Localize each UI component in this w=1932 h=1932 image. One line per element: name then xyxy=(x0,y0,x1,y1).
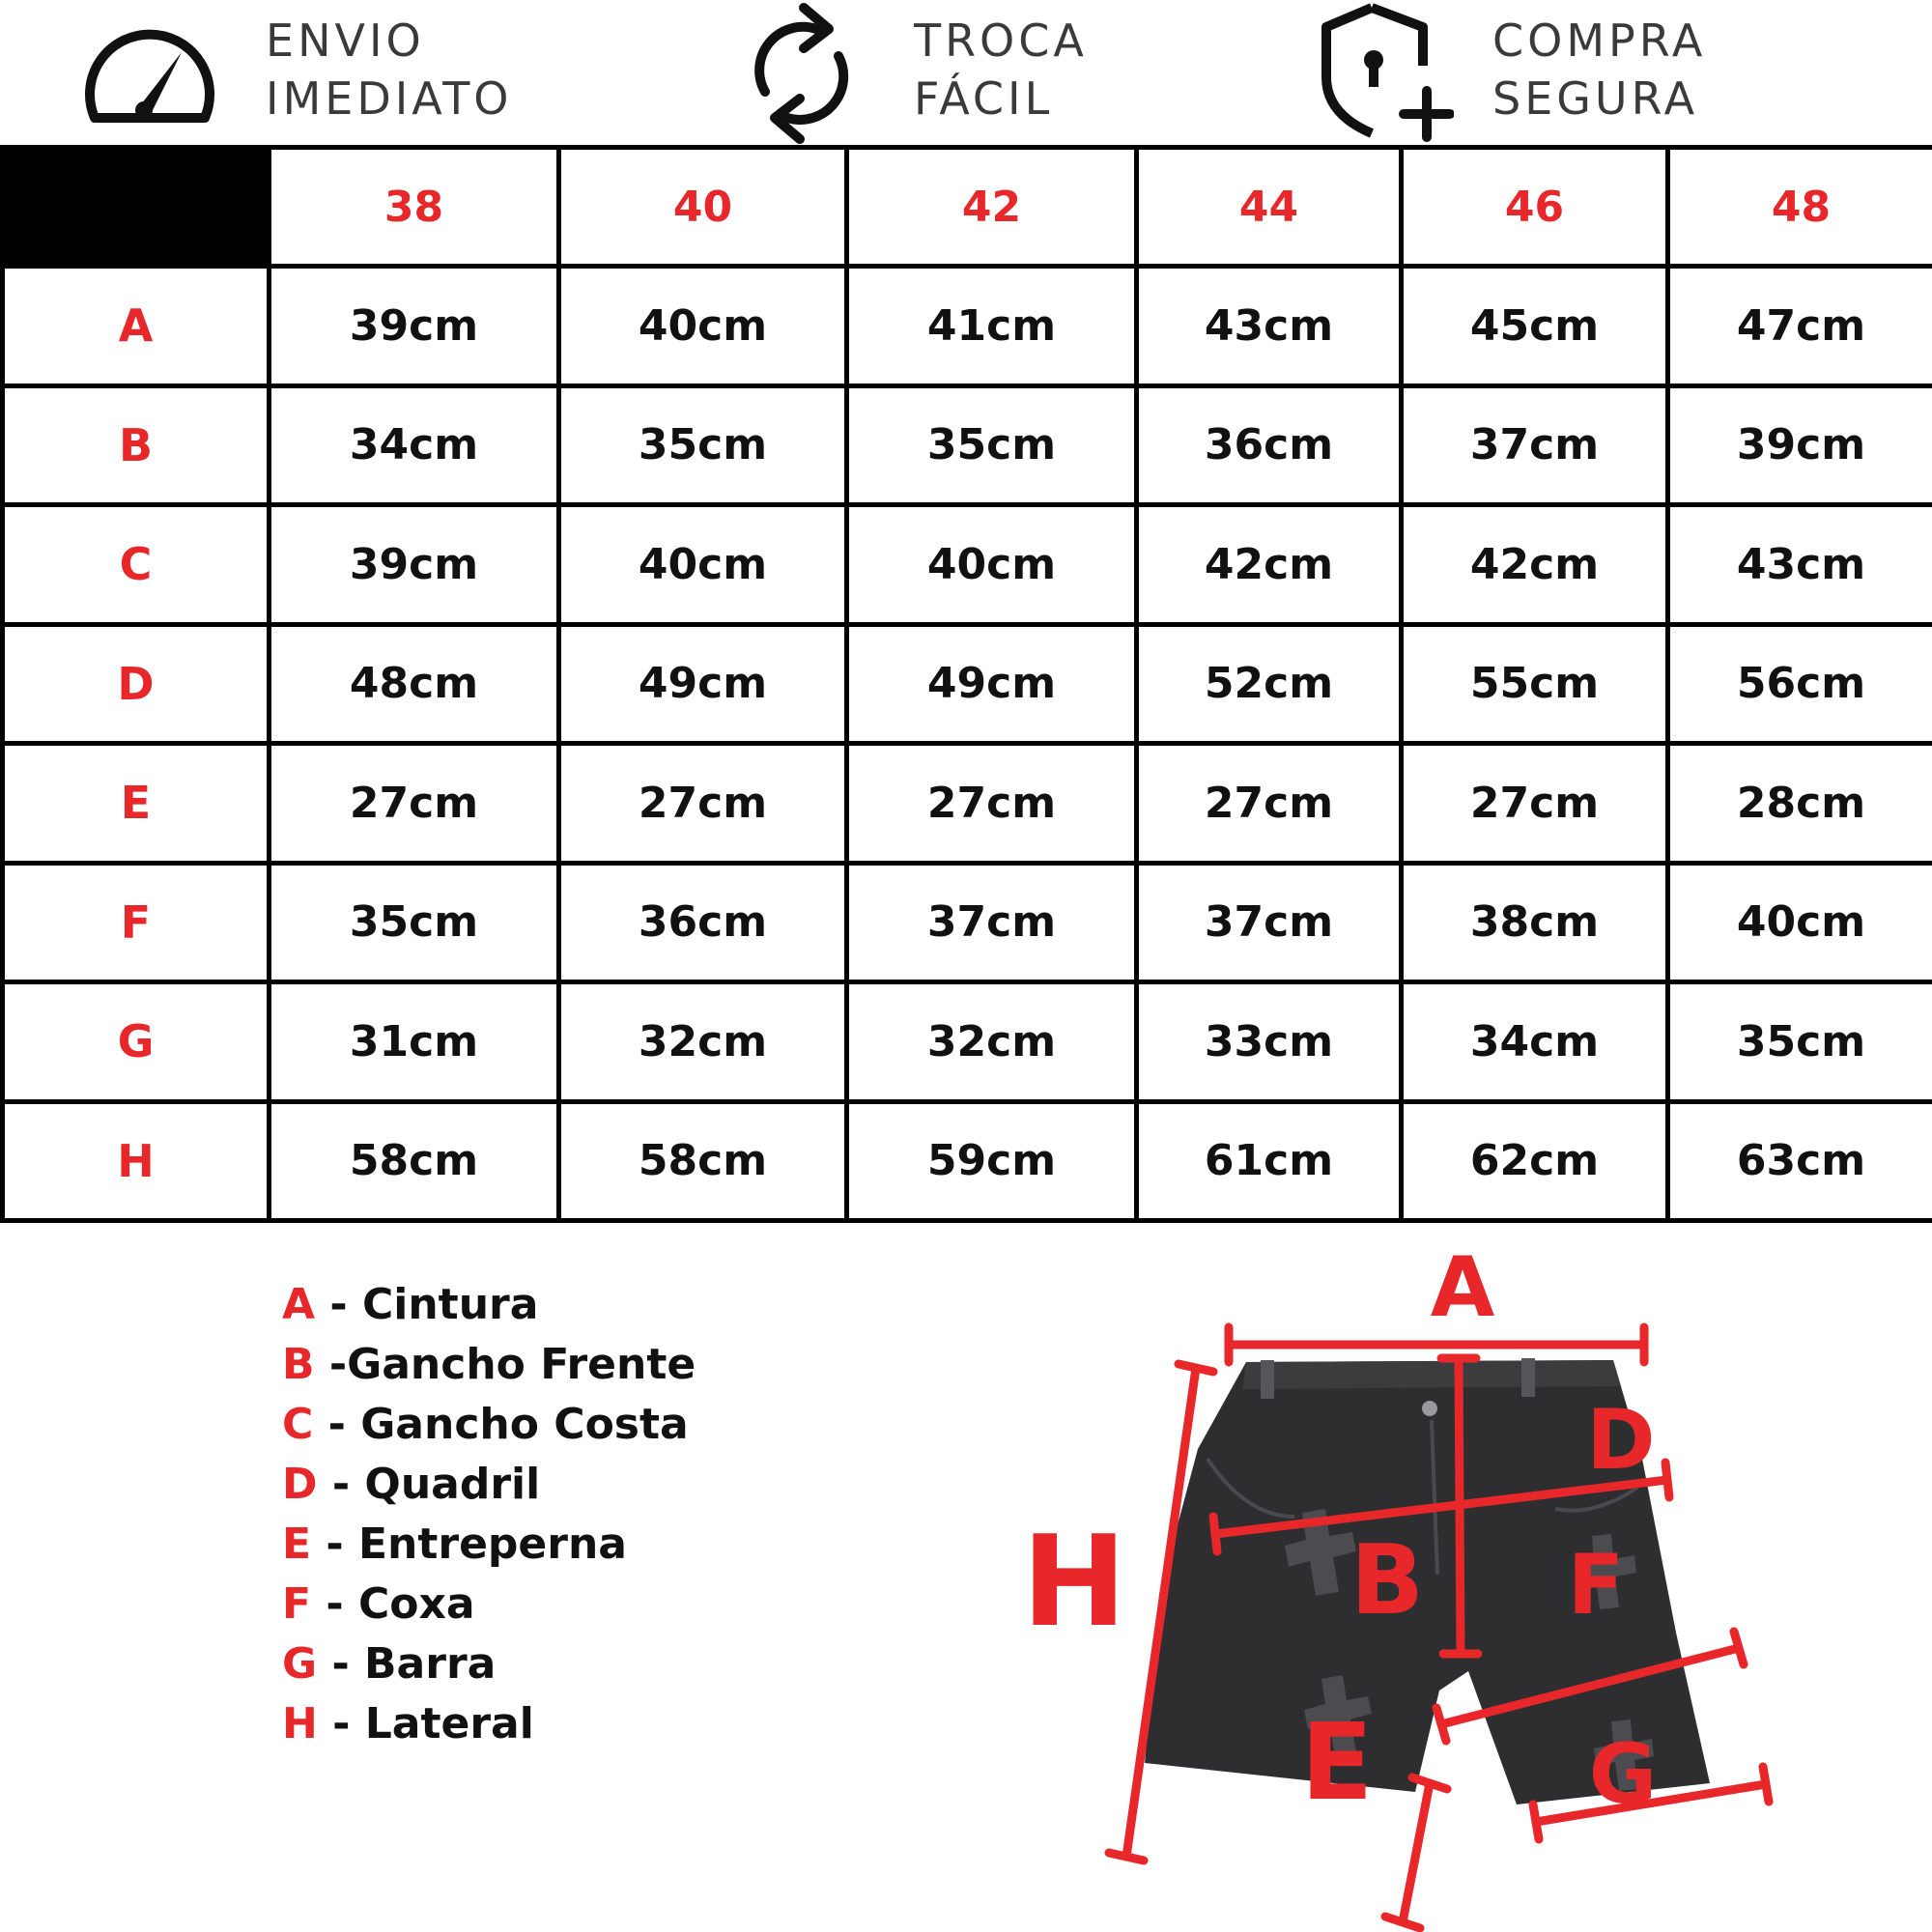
legend-text: - Lateral xyxy=(317,1699,534,1748)
measurement-cell: 27cm xyxy=(559,744,847,864)
badge-compra xyxy=(1319,0,1927,145)
measurement-cell: 35cm xyxy=(1668,982,1932,1102)
table-row xyxy=(3,505,1932,625)
measurement-cell: 33cm xyxy=(1137,982,1402,1102)
diagram-label-f: F xyxy=(1567,1537,1625,1634)
measurement-cell: 52cm xyxy=(1137,624,1402,744)
legend-text: - Coxa xyxy=(311,1579,475,1629)
row-key-cell: A xyxy=(3,267,270,386)
legend-item xyxy=(282,1275,696,1335)
diagram-label-b: B xyxy=(1350,1523,1425,1636)
measurement-cell: 36cm xyxy=(1137,385,1402,505)
measurement-cell: 61cm xyxy=(1137,1101,1402,1221)
measurement-cell: 27cm xyxy=(1137,744,1402,864)
diagram-label-g: G xyxy=(1588,1726,1658,1823)
measurement-cell: 34cm xyxy=(270,385,559,505)
measurement-legend xyxy=(282,1275,696,1754)
speedometer-icon xyxy=(77,14,222,129)
refresh-arrows-icon xyxy=(744,0,860,145)
table-row xyxy=(3,1101,1932,1221)
row-key-cell: B xyxy=(3,385,270,505)
legend-text: - Quadril xyxy=(317,1460,541,1509)
row-key-cell: H xyxy=(3,1101,270,1221)
legend-text: - Cintura xyxy=(315,1280,539,1329)
measurement-cell: 35cm xyxy=(847,385,1137,505)
size-header-row xyxy=(3,148,1932,267)
legend-key: C xyxy=(282,1400,314,1449)
measurement-cell: 37cm xyxy=(1137,863,1402,982)
legend-text: -Gancho Frente xyxy=(314,1340,696,1389)
measurement-cell: 45cm xyxy=(1402,267,1668,386)
legend-item xyxy=(282,1335,696,1395)
legend-key: B xyxy=(282,1340,315,1389)
row-key-cell: F xyxy=(3,863,270,982)
measurement-cell: 35cm xyxy=(559,385,847,505)
legend-item xyxy=(282,1455,696,1515)
row-key-cell: G xyxy=(3,982,270,1102)
legend-item xyxy=(282,1515,696,1575)
measurement-cell: 42cm xyxy=(1402,505,1668,625)
measurement-cell: 58cm xyxy=(270,1101,559,1221)
size-header: 40 xyxy=(559,148,847,267)
size-header: 38 xyxy=(270,148,559,267)
size-header: 44 xyxy=(1137,148,1402,267)
badge-troca-line1: TROCA xyxy=(914,14,1088,67)
measurement-cell: 42cm xyxy=(1137,505,1402,625)
size-table xyxy=(0,145,1932,1223)
measurement-cell: 39cm xyxy=(1668,385,1932,505)
measurement-cell: 37cm xyxy=(847,863,1137,982)
table-row xyxy=(3,385,1932,505)
measurement-cell: 49cm xyxy=(559,624,847,744)
measurement-cell: 58cm xyxy=(559,1101,847,1221)
legend-key: A xyxy=(282,1280,316,1329)
measurement-cell: 27cm xyxy=(270,744,559,864)
measurement-cell: 40cm xyxy=(559,505,847,625)
legend-item xyxy=(282,1694,696,1754)
badge-envio xyxy=(77,0,560,145)
table-corner-cell xyxy=(3,148,270,267)
measurement-cell: 27cm xyxy=(1402,744,1668,864)
measurement-cell: 37cm xyxy=(1402,385,1668,505)
measurement-cell: 32cm xyxy=(559,982,847,1102)
legend-key: H xyxy=(282,1699,318,1748)
measurement-cell: 31cm xyxy=(270,982,559,1102)
measurement-cell: 49cm xyxy=(847,624,1137,744)
row-key-cell: D xyxy=(3,624,270,744)
diagram-label-d: D xyxy=(1586,1392,1656,1489)
table-row xyxy=(3,982,1932,1102)
badge-compra-line2: SEGURA xyxy=(1492,72,1699,125)
legend-text: - Entreperna xyxy=(311,1520,627,1569)
shield-lock-icon xyxy=(1319,0,1454,145)
legend-key: D xyxy=(282,1460,318,1509)
table-row xyxy=(3,863,1932,982)
measurement-cell: 34cm xyxy=(1402,982,1668,1102)
measurement-cell: 41cm xyxy=(847,267,1137,386)
legend-key: F xyxy=(282,1579,312,1629)
measurement-cell: 48cm xyxy=(270,624,559,744)
diagram-label-e: E xyxy=(1300,1700,1374,1824)
badge-envio-line2: IMEDIATO xyxy=(266,72,513,125)
measurement-cell: 38cm xyxy=(1402,863,1668,982)
measurement-cell: 39cm xyxy=(270,267,559,386)
measurement-cell: 63cm xyxy=(1668,1101,1932,1221)
legend-text: - Gancho Costa xyxy=(313,1400,689,1449)
measurement-cell: 59cm xyxy=(847,1101,1137,1221)
measurement-cell: 35cm xyxy=(270,863,559,982)
diagram-label-a: A xyxy=(1430,1239,1495,1336)
measurement-cell: 43cm xyxy=(1668,505,1932,625)
measurement-cell: 28cm xyxy=(1668,744,1932,864)
legend-key: E xyxy=(282,1520,312,1569)
measurement-cell: 39cm xyxy=(270,505,559,625)
size-header: 42 xyxy=(847,148,1137,267)
row-key-cell: C xyxy=(3,505,270,625)
measurement-cell: 27cm xyxy=(847,744,1137,864)
size-header: 48 xyxy=(1668,148,1932,267)
measurement-cell: 40cm xyxy=(1668,863,1932,982)
measurement-cell: 40cm xyxy=(847,505,1137,625)
measurement-cell: 47cm xyxy=(1668,267,1932,386)
measurement-cell: 40cm xyxy=(559,267,847,386)
legend-text: - Barra xyxy=(317,1639,497,1689)
measurement-cell: 36cm xyxy=(559,863,847,982)
badge-troca-line2: FÁCIL xyxy=(914,72,1054,125)
legend-item xyxy=(282,1395,696,1455)
table-row xyxy=(3,624,1932,744)
badge-envio-line1: ENVIO xyxy=(266,14,425,67)
measurement-cell: 43cm xyxy=(1137,267,1402,386)
measurement-cell: 32cm xyxy=(847,982,1137,1102)
table-row xyxy=(3,744,1932,864)
legend-item xyxy=(282,1575,696,1634)
shorts-measurement-diagram xyxy=(1014,1227,1787,1932)
legend-item xyxy=(282,1634,696,1694)
diagram-label-h: H xyxy=(1021,1508,1127,1655)
legend-key: G xyxy=(282,1639,318,1689)
measurement-cell: 55cm xyxy=(1402,624,1668,744)
row-key-cell: E xyxy=(3,744,270,864)
badge-compra-line1: COMPRA xyxy=(1492,14,1707,67)
badge-troca xyxy=(744,0,1227,145)
size-header: 46 xyxy=(1402,148,1668,267)
table-row xyxy=(3,267,1932,386)
measurement-cell: 62cm xyxy=(1402,1101,1668,1221)
measurement-cell: 56cm xyxy=(1668,624,1932,744)
